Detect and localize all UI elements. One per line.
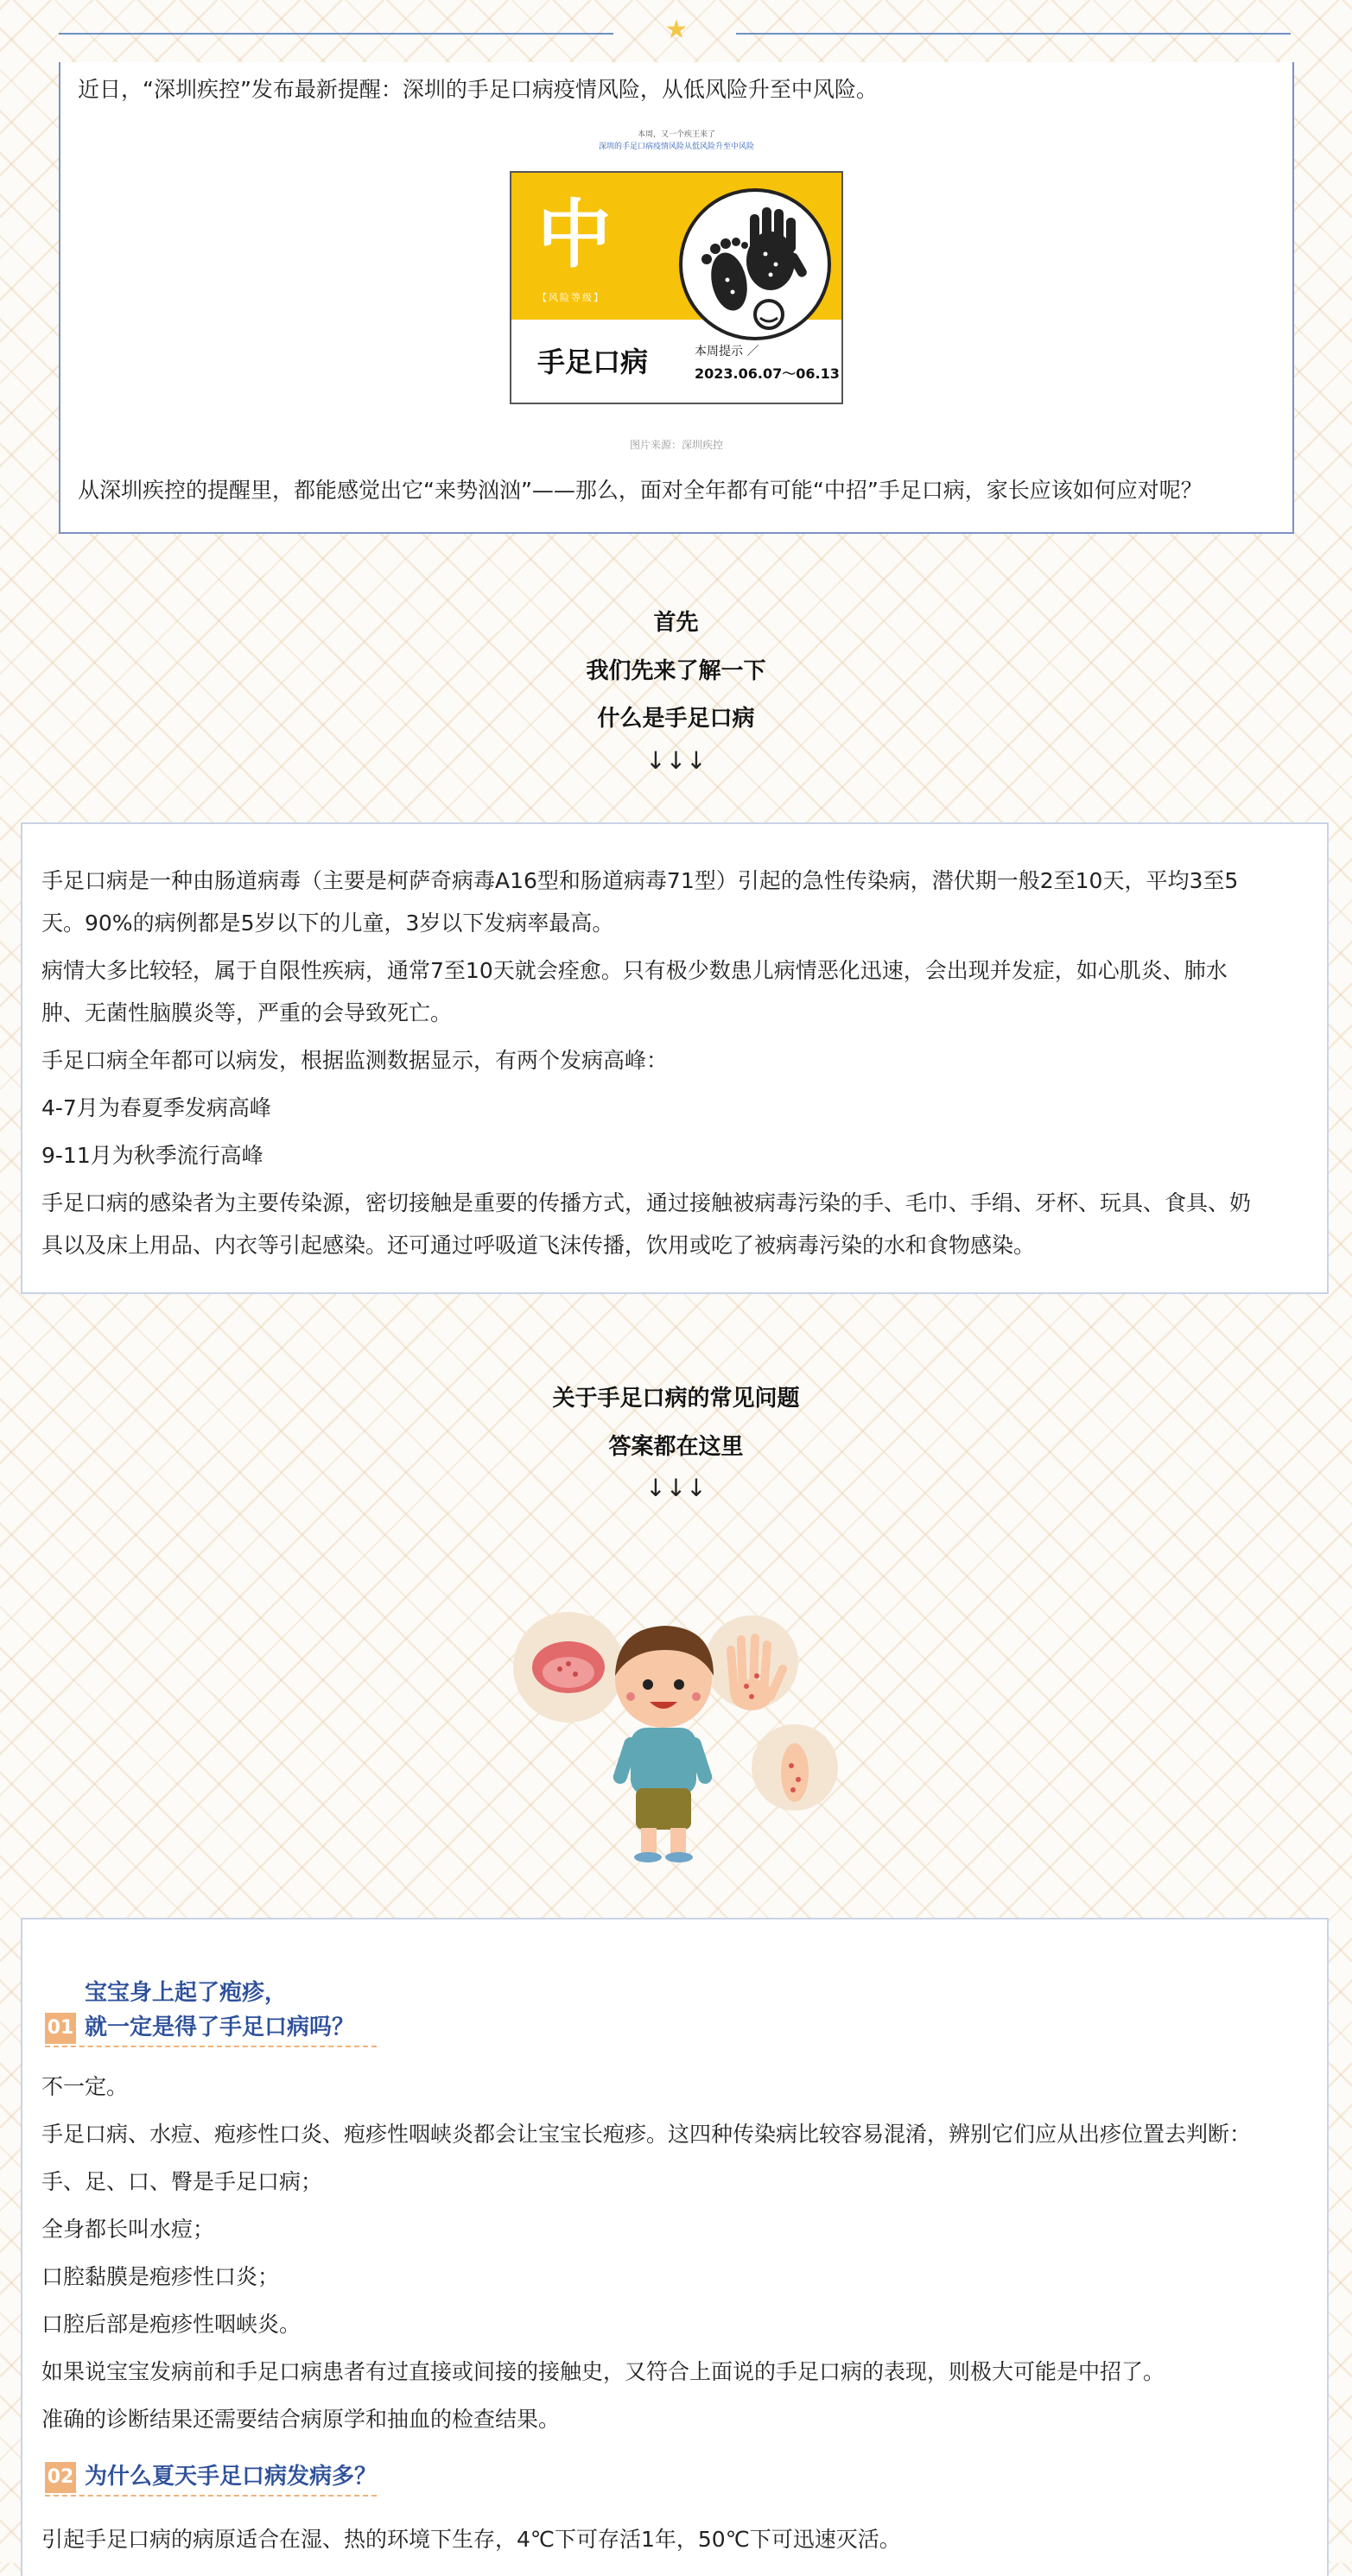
faq-q2-number-badge: 02: [45, 2462, 76, 2493]
section2-down-arrows-icon: ↓↓↓: [645, 1474, 707, 1502]
faq-q1-title-line1: 宝宝身上起了疱疹，: [85, 1980, 288, 2006]
def-paragraph-1b: 天。90%的病例都是5岁以下的儿童，3岁以下发病率最高。: [41, 910, 614, 936]
def-paragraph-2a: 病情大多比较轻，属于自限性疾病，通常7至10天就会痊愈。只有极少数患儿病情恶化迅速，会出现并发症，如心肌炎、肺水: [41, 958, 1228, 983]
faq-a8: 准确的诊断结果还需要结合病原学和抽血的检查结果。: [41, 2407, 561, 2432]
intro-paragraph-1: 近日，“深圳疾控”发布最新提醒：深圳的手足口病疫情风险，从低风险升至中风险。: [78, 77, 878, 102]
def-paragraph-3: 手足口病全年都可以病发，根据监测数据显示，有两个发病高峰：: [41, 1048, 669, 1073]
faq-b1: 引起手足口病的病原适合在湿、热的环境下生存，4℃下可存活1年，50℃下可迅速灭活。: [41, 2527, 901, 2552]
faq-q1-underline: [45, 2046, 377, 2047]
def-paragraph-5: 9-11月为秋季流行高峰: [41, 1143, 263, 1168]
definition-box: [21, 822, 1329, 1294]
figure-small-line-2: 深圳的手足口病疫情风险从低风险升至中风险: [598, 143, 754, 151]
star-icon: ★: [664, 15, 689, 45]
def-paragraph-1a: 手足口病是一种由肠道病毒（主要是柯萨奇病毒A16型和肠道病毒71型）引起的急性传染病，潜伏期一般2至10天，平均3至5: [41, 868, 1239, 893]
section1-down-arrows-icon: ↓↓↓: [645, 746, 707, 775]
risk-level-figure: [510, 171, 843, 404]
def-paragraph-6a: 手足口病的感染者为主要传染源，密切接触是重要的传播方式，通过接触被病毒污染的手、毛巾、手绢、牙杯、玩具、食具、奶: [41, 1190, 1252, 1215]
figure-level-char: 中: [537, 192, 612, 278]
intro-box: [59, 62, 1294, 534]
figure-date-range: 2023.06.07～06.13: [695, 365, 840, 382]
faq-q1-number-badge: 01: [45, 2013, 76, 2044]
def-paragraph-6b: 具以及床上用品、内衣等引起感染。还可通过呼吸道飞沫传播，饮用或吃了被病毒污染的水和食物感染。: [41, 1233, 1036, 1258]
section1-line2: 我们先来了解一下: [586, 658, 766, 684]
figure-caption: 图片来源：深圳疾控: [629, 439, 723, 451]
header-rule-right: [736, 33, 1291, 35]
faq-a4: 全身都长叫水痘；: [41, 2217, 215, 2242]
faq-q1-title-line2: 就一定是得了手足口病吗？: [85, 2014, 355, 2040]
faq-a2: 手足口病、水痘、疱疹性口炎、疱疹性咽峡炎都会让宝宝长疱疹。这四种传染病比较容易混淆，辨别它们应从出疹位置去判断：: [41, 2122, 1252, 2147]
faq-a1: 不一定。: [41, 2074, 129, 2099]
child-illustration: [501, 1589, 847, 1866]
hand-foot-icon: [676, 185, 835, 344]
figure-small-line-1: 本周，又一个疾王来了: [637, 130, 715, 139]
faq-a6: 口腔后部是疱疹性咽峡炎。: [41, 2312, 302, 2337]
figure-notice-label: 本周提示 ／: [695, 345, 759, 358]
faq-a5: 口腔黏膜是疱疹性口炎；: [41, 2264, 280, 2289]
def-paragraph-2b: 肿、无菌性脑膜炎等，严重的会导致死亡。: [41, 1000, 453, 1025]
header-rule-left: [59, 33, 613, 35]
faq-q2-underline: [45, 2495, 377, 2497]
section1-line3: 什么是手足口病: [597, 706, 755, 732]
faq-box: [21, 1918, 1329, 2576]
figure-level-sub: 【风险等级】: [537, 292, 605, 303]
figure-disease-name: 手足口病: [537, 346, 649, 378]
faq-a3: 手、足、口、臀是手足口病；: [41, 2169, 323, 2194]
intro-paragraph-2: 从深圳疾控的提醒里，都能感觉出它“来势汹汹”——那么，面对全年都有可能“中招”手足口病，家长应该如何应对呢？: [78, 478, 1203, 503]
section2-line2: 答案都在这里: [608, 1434, 744, 1460]
def-paragraph-4: 4-7月为春夏季发病高峰: [41, 1095, 271, 1120]
section2-line1: 关于手足口病的常见问题: [552, 1386, 800, 1412]
section1-line1: 首先: [653, 610, 699, 636]
faq-a7: 如果说宝宝发病前和手足口病患者有过直接或间接的接触史，又符合上面说的手足口病的表现，则极大可能是中招了。: [41, 2359, 1165, 2384]
faq-q2-title: 为什么夏天手足口病发病多？: [85, 2464, 378, 2490]
